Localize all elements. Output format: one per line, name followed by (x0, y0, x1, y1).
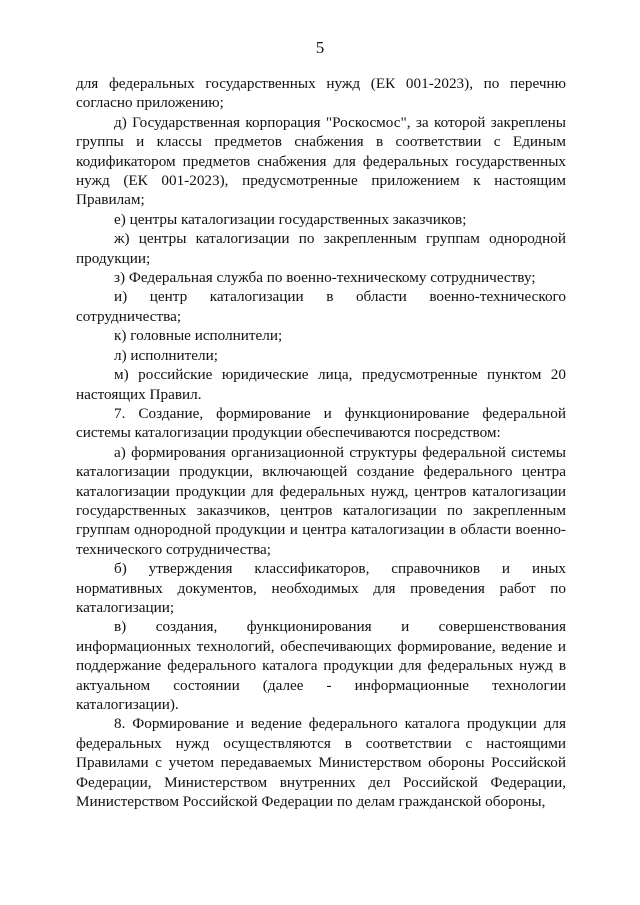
paragraph-item-v: в) создания, функционирования и совершенствования информационных технологий, обеспечивающих формирование, ведение и поддержание федерального каталога продукции для федеральных нужд в актуальном состоянии (далее - информационные технологии каталогизации). (76, 618, 566, 713)
paragraph-item-d: д) Государственная корпорация "Роскосмос", за которой закреплены группы и классы предметов снабжения в соответствии с Единым кодификатором предметов снабжения для федеральных государственных нужд (ЕК 001-2023), предусмотренные приложением к настоящим Правилам; (76, 113, 566, 209)
page-number: 5 (315, 38, 325, 57)
paragraph-item-b: б) утверждения классификаторов, справочников и иных нормативных документов, необходимых для проведения работ по каталогизации; (76, 560, 566, 616)
paragraph-item-a: а) формирования организационной структуры федеральной системы каталогизации продукции, включающей создание федерального центра каталогизации продукции для федеральных нужд, центров каталогизации государственных заказчиков, центров каталогизации по закрепленным группам однородной продукции и центра каталогизации в области военно-технического сотрудничества; (76, 443, 566, 558)
paragraph-item-k: к) головные исполнители; (114, 327, 283, 345)
paragraph-item-z: з) Федеральная служба по военно-техническому сотрудничеству; (114, 269, 536, 287)
paragraph-item-i: и) центр каталогизации в области военно-технического сотрудничества; (76, 288, 566, 325)
paragraph-list-continuation: для федеральных государственных нужд (ЕК 001-2023), по перечню согласно приложению; (76, 75, 566, 112)
paragraph-section-7: 7. Создание, формирование и функционирование федеральной системы каталогизации продукции обеспечиваются посредством: (76, 404, 566, 442)
paragraph-section-8: 8. Формирование и ведение федерального каталога продукции для федеральных нужд осуществляются в соответствии с настоящими Правилами с учетом передаваемых Министерством обороны Российской Федерации, Министерством внутренних дел Российской Федерации, Министерством Российской Федерации по делам гражданской обороны, (76, 715, 566, 811)
paragraph-item-l: л) исполнители; (114, 346, 218, 364)
paragraph-item-e: е) центры каталогизации государственных заказчиков; (114, 210, 467, 228)
paragraph-item-m: м) российские юридические лица, предусмотренные пунктом 20 настоящих Правил. (76, 366, 566, 403)
paragraph-item-zh: ж) центры каталогизации по закрепленным группам однородной продукции; (76, 230, 566, 267)
document-body (76, 74, 566, 811)
